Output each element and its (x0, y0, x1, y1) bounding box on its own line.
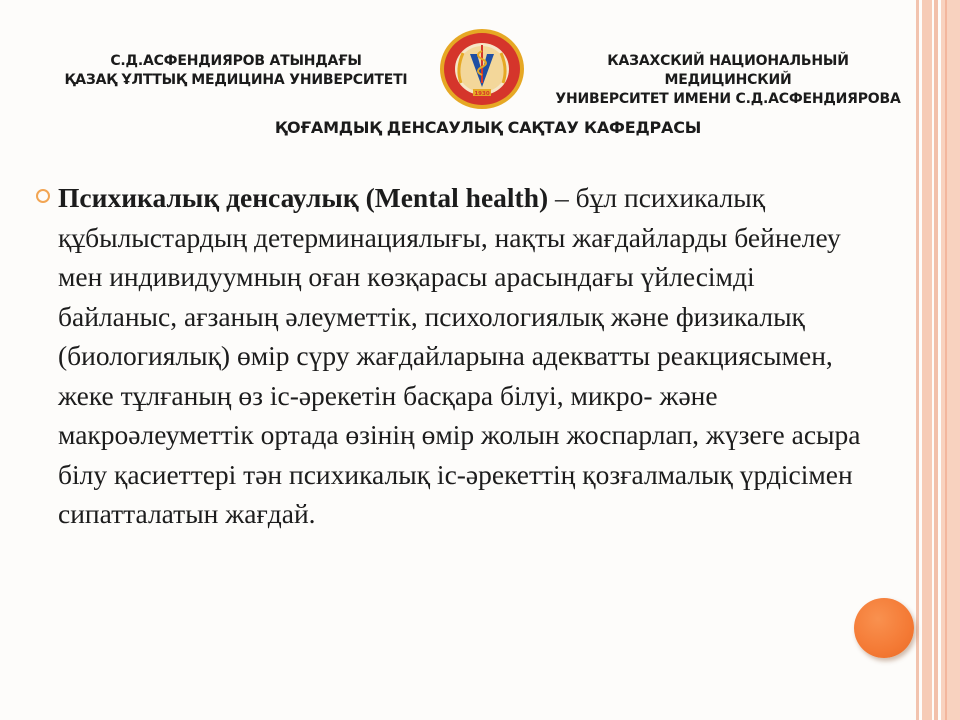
definition-text: – бұл психикалық құбылыстардың детерминациялығы, нақты жағдайларды бейнелеу мен индивидуумның оған көзқарасы арасындағы үйлесімді байланыс, ағзаның әлеуметтік, психологиялық және физикалық (биологиялық) өмір сүру жағдайларына адекватты реакциясымен, жеке тұлғаның өз іс-әрекетін басқара білуі, микро- және макроәлеуметтік ортада өзінің өмір жолын жоспарлап, жүзеге асыра білу қасиеттері тән психикалық іс-әрекеттің қозғалмалық үрдісімен сипатталатын жағдай. (58, 182, 861, 529)
header-left-line1: С.Д.АСФЕНДИЯРОВ АТЫНДАҒЫ (110, 53, 362, 69)
university-emblem-icon (437, 27, 527, 111)
decorative-stripe (934, 0, 938, 720)
header-right-line2: УНИВЕРСИТЕТ ИМЕНИ С.Д.АСФЕНДИЯРОВА (555, 91, 901, 107)
department-title: ҚОҒАМДЫҚ ДЕНСАУЛЫҚ САҚТАУ КАФЕДРАСЫ (274, 118, 702, 137)
university-name-kazakh (60, 52, 412, 90)
decorative-stripe (916, 0, 919, 720)
decorative-stripe (922, 0, 932, 720)
decorative-stripe (941, 0, 960, 720)
circle-bullet-icon (36, 189, 50, 203)
header-right-line1: КАЗАХСКИЙ НАЦИОНАЛЬНЫЙ МЕДИЦИНСКИЙ (607, 53, 849, 88)
definition-paragraph (58, 178, 880, 534)
header-left-line2: ҚАЗАҚ ҰЛТТЫҚ МЕДИЦИНА УНИВЕРСИТЕТІ (64, 72, 408, 88)
bullet-item (40, 178, 880, 534)
content-area (40, 178, 880, 534)
university-name-russian (548, 52, 908, 109)
logo-year: 1930 (474, 91, 490, 97)
term-heading: Психикалық денсаулық (Mental health) (58, 182, 549, 213)
decorative-stripe (945, 0, 947, 720)
orange-circle-icon (854, 598, 914, 658)
